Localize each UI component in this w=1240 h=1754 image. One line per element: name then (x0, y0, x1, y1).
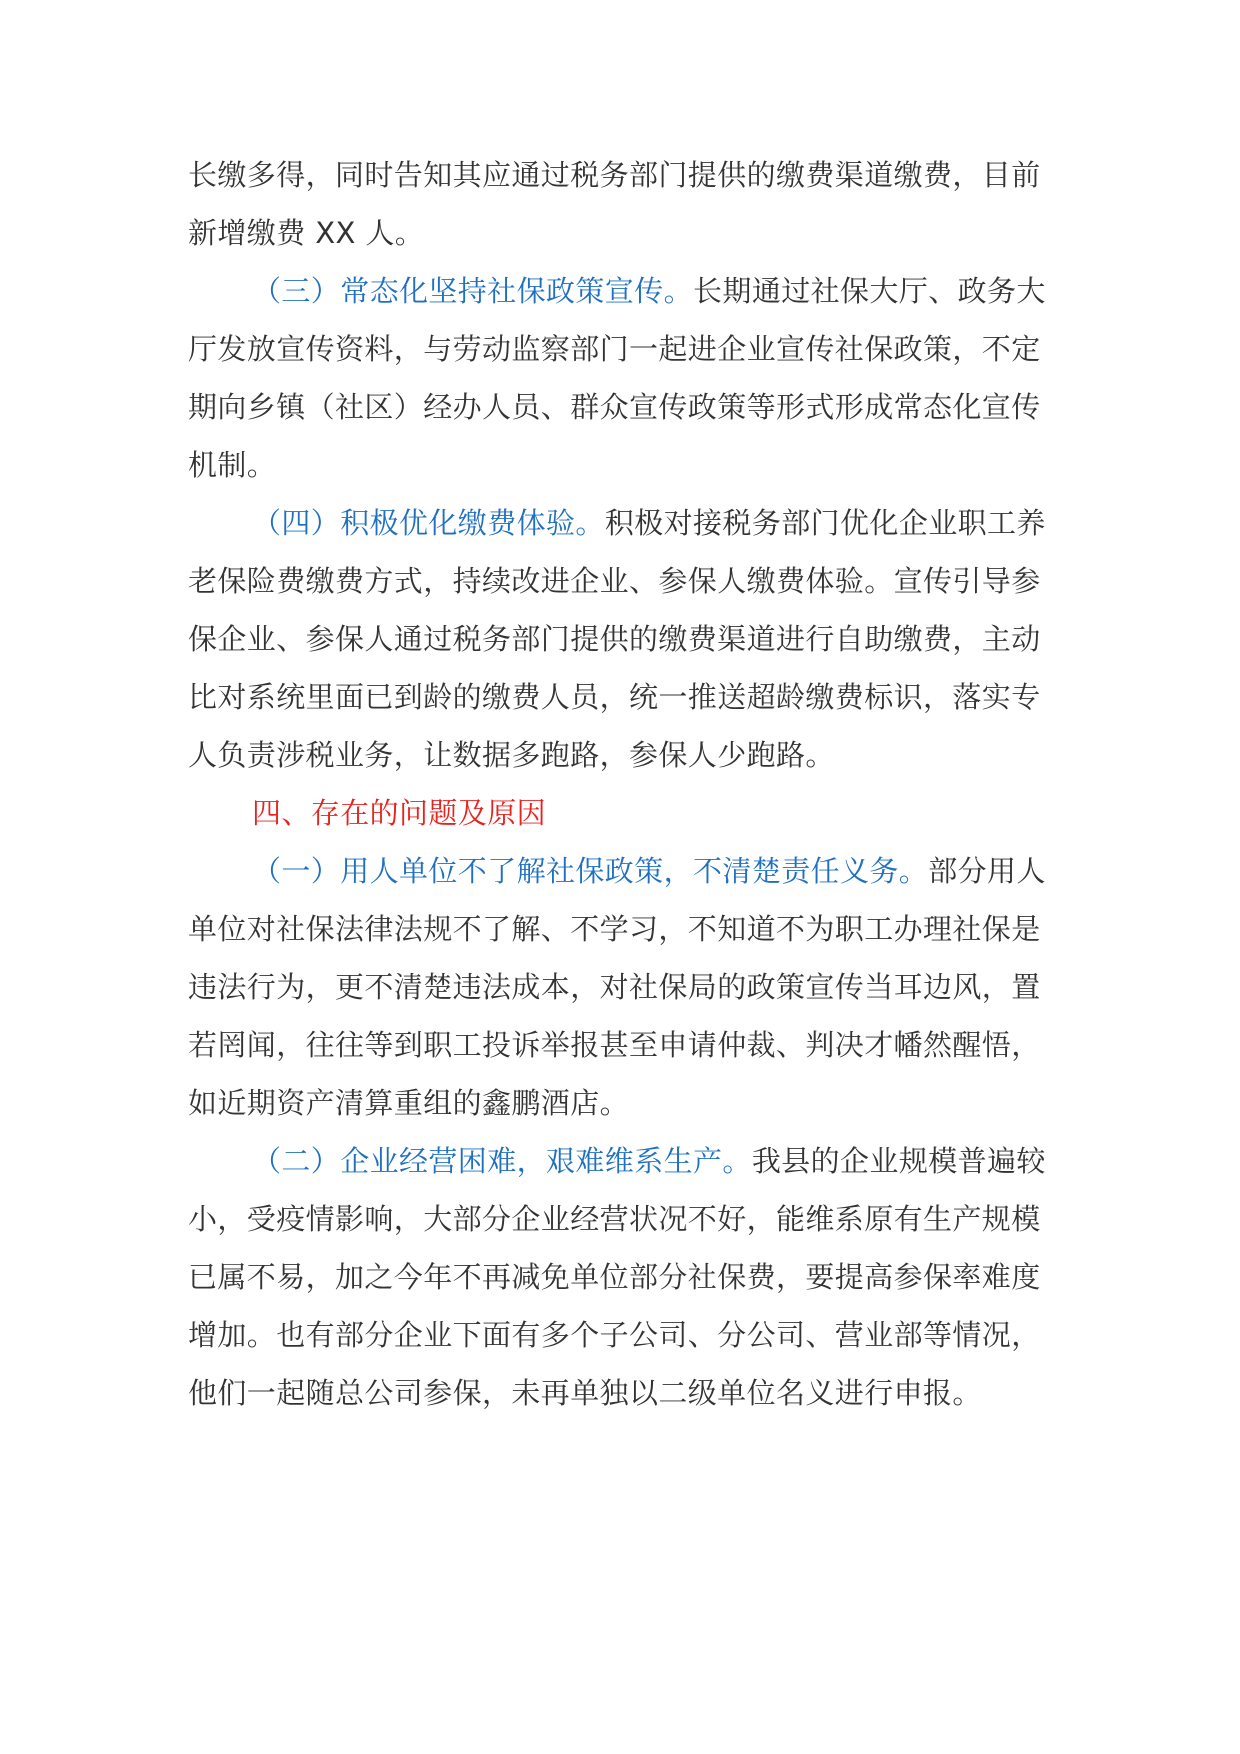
paragraph-text: 人负责涉税业务，让数据多跑路，参保人少跑路。 (188, 738, 835, 772)
subheading-1: （一）用人单位不了解社保政策，不清楚责任义务。 (252, 854, 929, 888)
paragraph-text: 机制。 (188, 448, 277, 482)
paragraph-line (188, 324, 1058, 374)
paragraph-text: 若罔闻，往往等到职工投诉举报甚至申请仲裁、判决才幡然醒悟， (188, 1028, 1041, 1062)
subheading-3: （三）常态化坚持社保政策宣传。 (252, 274, 694, 308)
paragraph-text: 部分用人 (928, 854, 1046, 888)
paragraph-text: 已属不易，加之今年不再减免单位部分社保费，要提高参保率难度 (188, 1260, 1041, 1294)
paragraph-line (188, 382, 1058, 432)
paragraph-line (188, 1020, 1058, 1070)
paragraph-text: 积极对接税务部门优化企业职工养 (604, 506, 1046, 540)
paragraph-line (188, 614, 1058, 664)
paragraph-line (188, 672, 1058, 722)
paragraph-line (188, 440, 1058, 490)
paragraph-line (188, 1368, 1058, 1418)
paragraph-text: 长期通过社保大厅、政务大 (693, 274, 1046, 308)
paragraph-first-line (188, 1136, 1122, 1186)
paragraph-text: 违法行为，更不清楚违法成本，对社保局的政策宣传当耳边风，置 (188, 970, 1041, 1004)
paragraph-text: 单位对社保法律法规不了解、不学习，不知道不为职工办理社保是 (188, 912, 1041, 946)
paragraph-text: 他们一起随总公司参保，未再单独以二级单位名义进行申报。 (188, 1376, 982, 1410)
paragraph-line (188, 1194, 1058, 1244)
paragraph-text: 如近期资产清算重组的鑫鹏酒店。 (188, 1086, 630, 1120)
paragraph-line (188, 208, 1058, 258)
paragraph-line (188, 556, 1058, 606)
paragraph-line (188, 1310, 1058, 1360)
paragraph-text: 老保险费缴费方式，持续改进企业、参保人缴费体验。宣传引导参 (188, 564, 1041, 598)
subheading-4: （四）积极优化缴费体验。 (252, 506, 605, 540)
paragraph-first-line (188, 498, 1122, 548)
paragraph-text: 新增缴费 XX 人。 (188, 216, 425, 250)
paragraph-text: 厅发放宣传资料，与劳动监察部门一起进企业宣传社保政策，不定 (188, 332, 1041, 366)
paragraph-line (188, 150, 1058, 200)
paragraph-text: 期向乡镇（社区）经办人员、群众宣传政策等形式形成常态化宣传 (188, 390, 1041, 424)
paragraph-text: 小，受疫情影响，大部分企业经营状况不好，能维系原有生产规模 (188, 1202, 1041, 1236)
paragraph-text: 增加。也有部分企业下面有多个子公司、分公司、营业部等情况， (188, 1318, 1041, 1352)
section-title: 四、存在的问题及原因 (252, 796, 547, 830)
paragraph-text: 比对系统里面已到龄的缴费人员，统一推送超龄缴费标识，落实专 (188, 680, 1041, 714)
paragraph-first-line (188, 846, 1122, 896)
paragraph-text: 长缴多得，同时告知其应通过税务部门提供的缴费渠道缴费，目前 (188, 158, 1041, 192)
paragraph-first-line (188, 266, 1122, 316)
paragraph-text: 保企业、参保人通过税务部门提供的缴费渠道进行自助缴费，主动 (188, 622, 1041, 656)
paragraph-line (188, 1078, 1058, 1128)
paragraph-line (188, 1252, 1058, 1302)
paragraph-line (188, 962, 1058, 1012)
subheading-2: （二）企业经营困难，艰难维系生产。 (252, 1144, 752, 1178)
paragraph-text: 我县的企业规模普遍较 (751, 1144, 1046, 1178)
paragraph-line (188, 904, 1058, 954)
paragraph-line (188, 730, 1058, 780)
